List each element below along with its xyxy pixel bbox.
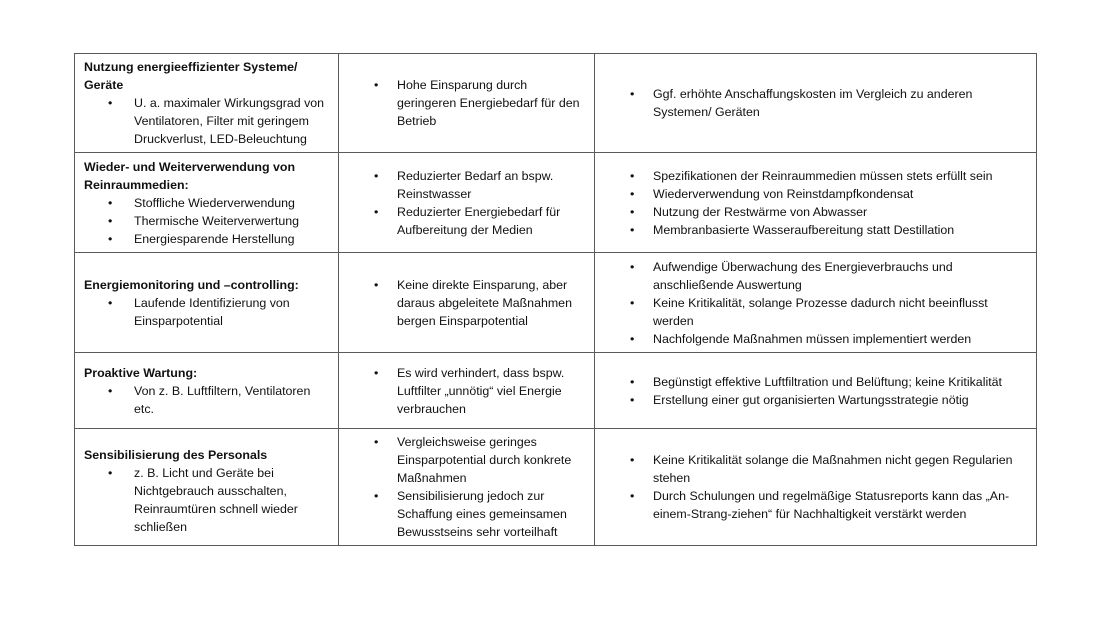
measures-table: [74, 53, 1037, 546]
table-row: [75, 353, 1037, 429]
disadvantages-list: [604, 451, 1028, 523]
list-item: • Keine Kritikalität solange die Maßnahmen nicht gegen Regularien stehen: [604, 451, 1028, 487]
list-item: • Begünstigt effektive Luftfiltration und Belüftung; keine Kritikalität: [604, 373, 1028, 391]
measure-details-list: [84, 294, 330, 330]
advantages-list: [348, 76, 586, 130]
table-row: [75, 429, 1037, 546]
list-item: • Stoffliche Wiederverwendung: [84, 194, 330, 212]
list-item: • Keine Kritikalität, solange Prozesse dadurch nicht beeinflusst werden: [604, 294, 1028, 330]
table-row: [75, 253, 1037, 353]
list-item: • Von z. B. Luftfiltern, Ventilatoren etc.: [84, 382, 330, 418]
list-item: • Thermische Weiterverwertung: [84, 212, 330, 230]
disadvantages-list: [604, 167, 1028, 239]
measure-cell: [75, 429, 339, 546]
list-item: • Hohe Einsparung durch geringeren Energiebedarf für den Betrieb: [348, 76, 586, 130]
list-item: • Erstellung einer gut organisierten Wartungsstrategie nötig: [604, 391, 1028, 409]
list-item: • Nutzung der Restwärme von Abwasser: [604, 203, 1028, 221]
advantages-cell: [339, 153, 595, 253]
table-row: [75, 153, 1037, 253]
list-item: • Spezifikationen der Reinraummedien müssen stets erfüllt sein: [604, 167, 1028, 185]
list-item: • Durch Schulungen und regelmäßige Statusreports kann das „An-einem-Strang-ziehen“ für Nachhaltigkeit verstärkt werden: [604, 487, 1028, 523]
list-item: • Sensibilisierung jedoch zur Schaffung eines gemeinsamen Bewusstseins sehr vorteilhaft: [348, 487, 586, 541]
disadvantages-cell: [595, 54, 1037, 153]
measure-cell: [75, 353, 339, 429]
advantages-list: [348, 167, 586, 239]
advantages-list: [348, 433, 586, 541]
measure-cell: [75, 253, 339, 353]
list-item: • Reduzierter Energiebedarf für Aufbereitung der Medien: [348, 203, 586, 239]
advantages-list: [348, 276, 586, 330]
list-item: • Aufwendige Überwachung des Energieverbrauchs und anschließende Auswertung: [604, 258, 1028, 294]
disadvantages-cell: [595, 253, 1037, 353]
measure-cell: [75, 153, 339, 253]
measure-details-list: [84, 194, 330, 248]
measure-cell: [75, 54, 339, 153]
measure-title: Proaktive Wartung:: [84, 365, 198, 380]
disadvantages-cell: [595, 153, 1037, 253]
advantages-cell: [339, 54, 595, 153]
measure-details-list: [84, 464, 330, 536]
disadvantages-cell: [595, 353, 1037, 429]
advantages-cell: [339, 353, 595, 429]
list-item: • Laufende Identifizierung von Einsparpotential: [84, 294, 330, 330]
measure-title: Energiemonitoring und –controlling:: [84, 277, 299, 292]
disadvantages-cell: [595, 429, 1037, 546]
measure-details-list: [84, 94, 330, 148]
list-item: • Ggf. erhöhte Anschaffungskosten im Vergleich zu anderen Systemen/ Geräten: [604, 85, 1028, 121]
list-item: • Keine direkte Einsparung, aber daraus abgeleitete Maßnahmen bergen Einsparpotential: [348, 276, 586, 330]
measure-title: Sensibilisierung des Personals: [84, 448, 268, 462]
list-item: • Energiesparende Herstellung: [84, 230, 330, 248]
advantages-list: [348, 364, 586, 418]
measure-title: Nutzung energieeffizienter Systeme/ Geräte: [84, 60, 298, 92]
list-item: • Wiederverwendung von Reinstdampfkondensat: [604, 185, 1028, 203]
list-item: • Reduzierter Bedarf an bspw. Reinstwasser: [348, 167, 586, 203]
list-item: • z. B. Licht und Geräte bei Nichtgebrauch ausschalten, Reinraumtüren schnell wieder schließen: [84, 464, 330, 536]
disadvantages-list: [604, 85, 1028, 121]
list-item: • Nachfolgende Maßnahmen müssen implementiert werden: [604, 330, 1028, 348]
measure-details-list: [84, 382, 330, 418]
disadvantages-list: [604, 258, 1028, 348]
disadvantages-list: [604, 373, 1028, 409]
advantages-cell: [339, 429, 595, 546]
list-item: • Es wird verhindert, dass bspw. Luftfilter „unnötig“ viel Energie verbrauchen: [348, 364, 586, 418]
list-item: • Membranbasierte Wasseraufbereitung statt Destillation: [604, 221, 1028, 239]
advantages-cell: [339, 253, 595, 353]
list-item: • Vergleichsweise geringes Einsparpotential durch konkrete Maßnahmen: [348, 433, 586, 487]
table-row: [75, 54, 1037, 153]
list-item: • U. a. maximaler Wirkungsgrad von Ventilatoren, Filter mit geringem Druckverlust, LED-Beleuchtung: [84, 94, 330, 148]
measure-title: Wieder- und Weiterverwendung von Reinraummedien:: [84, 159, 296, 192]
